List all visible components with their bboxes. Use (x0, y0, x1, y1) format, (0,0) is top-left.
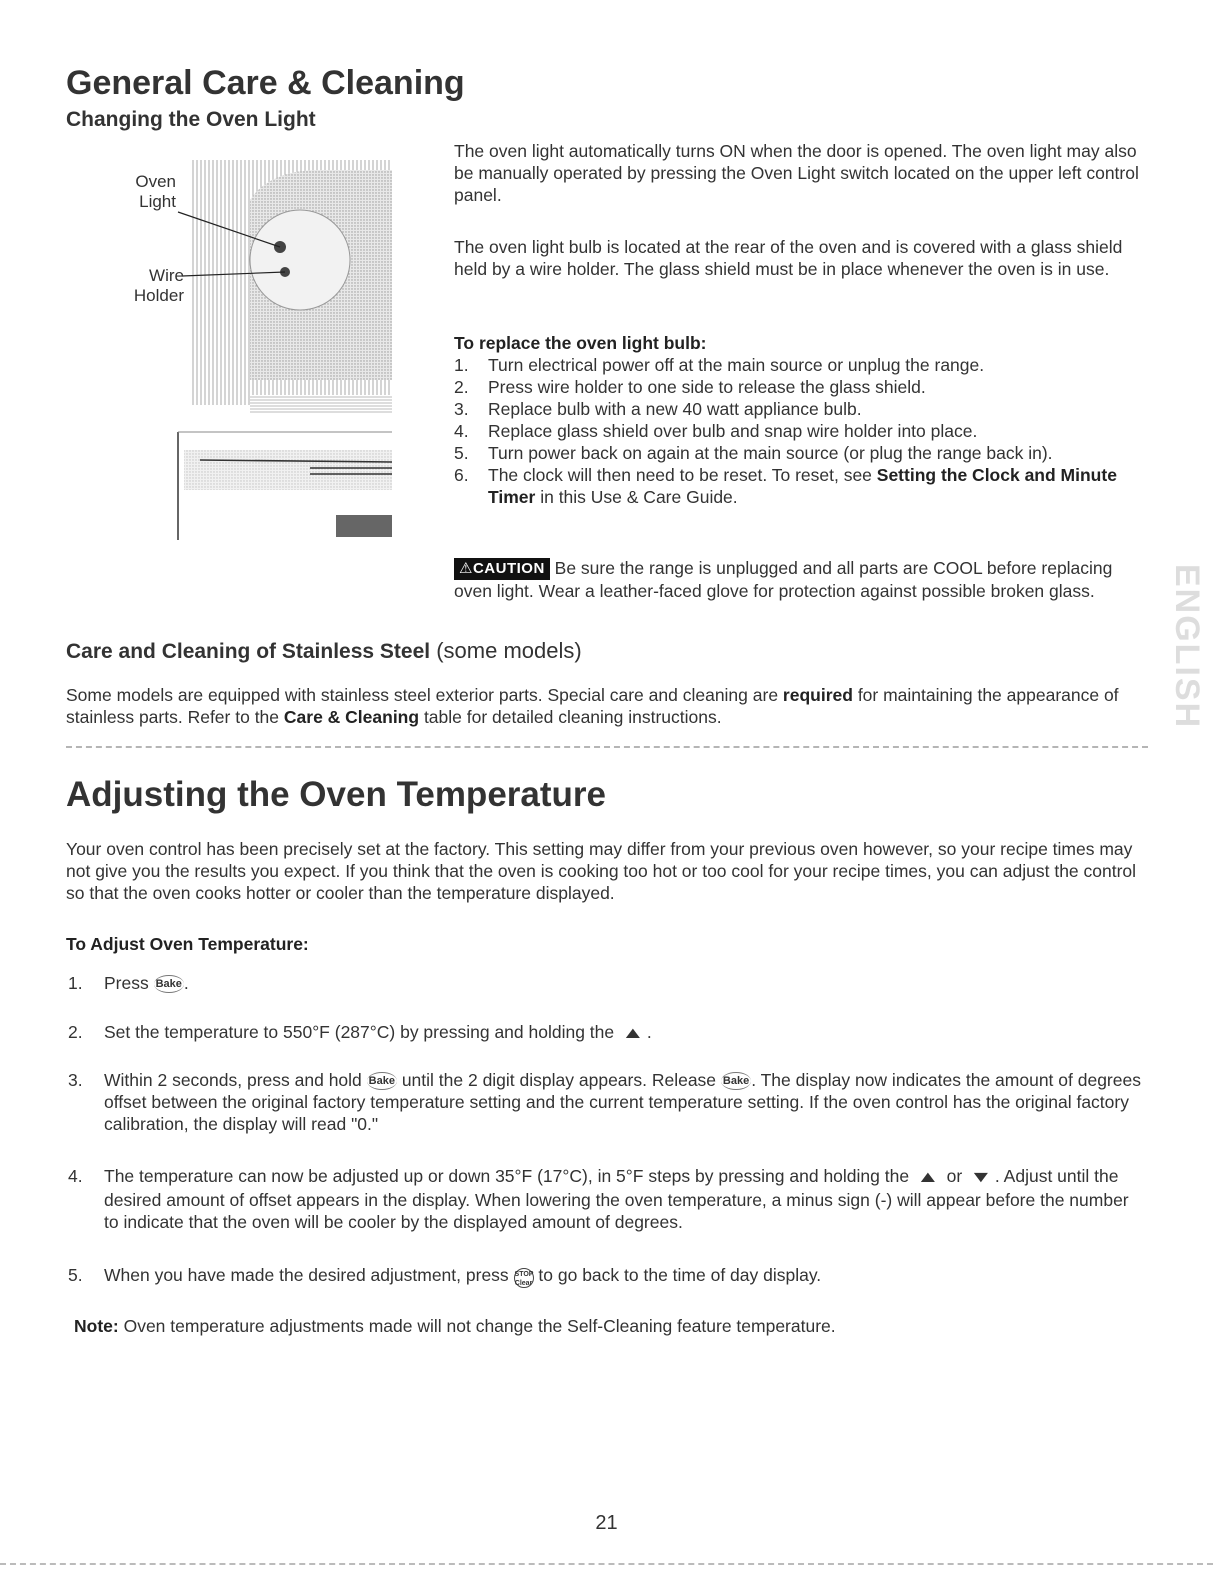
stainless-paragraph: Some models are equipped with stainless steel exterior parts. Special care and cleaning are required for maintaining the appearance of stainless parts. Refer to the Care & Cleaning table for detailed cleaning instructions. (66, 685, 1119, 727)
list-item: 1. Turn electrical power off at the main source or unplug the range. (454, 355, 985, 375)
list-item: 6. The clock will then need to be reset. To reset, see Setting the Clock and Minute Timer in this Use & Care Guide. (454, 465, 1117, 507)
up-arrow-icon: ▲ (621, 1025, 645, 1042)
section-heading-oven-light: Changing the Oven Light (66, 108, 316, 131)
adjust-step-5: 5. When you have made the desired adjustment, press STOP Clear to go back to the time of day display. (68, 1265, 822, 1287)
bake-button-icon: Bake (721, 1072, 751, 1090)
replace-bulb-steps (454, 354, 1154, 508)
adjust-step-3: 3. Within 2 seconds, press and hold Bake until the 2 digit display appears. Release Bake . The display now indicates the amount of degrees offset between the original factory temperature setting and the current temperature setting. If the oven control has the original factory calibration, the display will read "0." (68, 1070, 1141, 1134)
list-item: 2. Press wire holder to one side to release the glass shield. (454, 377, 926, 397)
up-arrow-icon: ▲ (915, 1169, 940, 1186)
adjust-step-1: 1. Press Bake . (68, 973, 189, 993)
page-title: General Care & Cleaning (66, 64, 465, 102)
caution-badge: ⚠CAUTION (454, 558, 550, 580)
caution-text: Be sure the range is unplugged and all parts are COOL before replacing oven light. Wear a leather-faced glove for protection against possible broken glass. (454, 558, 1113, 601)
note: Note: Oven temperature adjustments made will not change the Self-Cleaning feature temperature. (74, 1316, 836, 1336)
stop-clear-button-icon: STOP Clear (514, 1268, 534, 1288)
bottom-rule (0, 1563, 1213, 1565)
section-title-oven-temperature: Adjusting the Oven Temperature (66, 775, 606, 814)
adjust-step-4: 4. The temperature can now be adjusted up or down 35°F (17°C), in 5°F steps by pressing and holding the ▲ or ▼ . Adjust until the desired amount of offset appears in the display. When lowering the oven temperature, a minus sign (-) will appear before the number to indicate that the oven will be cooler by the displayed amount of degrees. (68, 1166, 1129, 1232)
down-arrow-icon: ▼ (969, 1169, 993, 1186)
oven-light-para-1: The oven light automatically turns ON when the door is opened. The oven light may also be manually operated by pressing the Oven Light switch located on the upper left control panel. (454, 141, 1139, 205)
label-wire-holder: Wire Holder (133, 266, 184, 305)
caution-notice (454, 557, 1146, 602)
label-oven-light: Oven Light (135, 172, 176, 211)
oven-temperature-intro: Your oven control has been precisely set at the factory. This setting may differ from your previous oven however, so your recipe times may not give you the results you expect. If you think that the oven is cooking too hot or too cool for your recipe times, you can adjust the control so that the oven cooks hotter or cooler than the temperature displayed. (66, 839, 1137, 903)
section-heading-stainless: Care and Cleaning of Stainless Steel (some models) (66, 638, 582, 663)
list-item: 4. Replace glass shield over bulb and snap wire holder into place. (454, 421, 978, 441)
bake-button-icon: Bake (154, 975, 184, 993)
oven-light-intro (454, 140, 1154, 206)
adjust-step-2: 2. Set the temperature to 550°F (287°C) by pressing and holding the ▲ . (68, 1021, 1148, 1045)
oven-light-bulb-location (454, 236, 1154, 280)
oven-light-para-2: The oven light bulb is located at the rear of the oven and is covered with a glass shield held by a wire holder. The glass shield must be in place whenever the oven is in use. (454, 237, 1123, 279)
section-divider (66, 746, 1148, 748)
adjust-temperature-heading: To Adjust Oven Temperature: (66, 934, 309, 954)
page-number: 21 (595, 1512, 618, 1534)
language-side-tab: ENGLISH (1168, 564, 1206, 730)
replace-bulb-heading: To replace the oven light bulb: (454, 333, 707, 353)
list-item: 5. Turn power back on again at the main source (or plug the range back in). (454, 443, 1053, 463)
bake-button-icon: Bake (367, 1072, 397, 1090)
list-item: 3. Replace bulb with a new 40 watt appliance bulb. (454, 399, 862, 419)
